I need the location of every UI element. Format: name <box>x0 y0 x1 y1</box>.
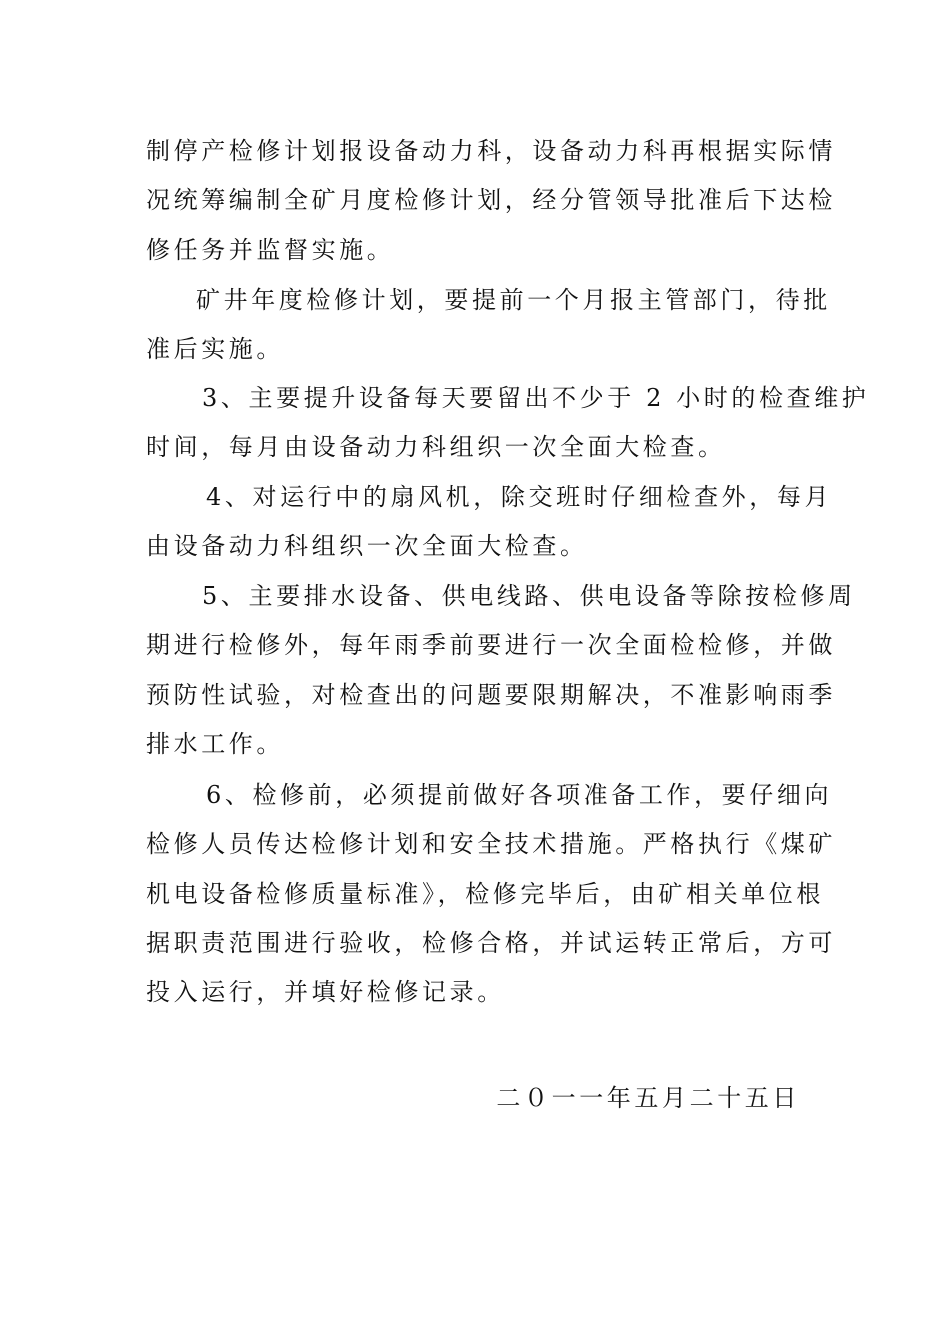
paragraph-5-line-1: 5、主要排水设备、供电线路、供电设备等除按检修周 <box>202 582 856 610</box>
paragraph-6-line-2: 检修人员传达检修计划和安全技术措施。严格执行《煤矿 <box>146 830 836 859</box>
paragraph-5-line-4: 排水工作。 <box>146 729 284 758</box>
paragraph-3 <box>146 374 870 473</box>
paragraph-1-line-3: 修任务并监督实施。 <box>146 235 395 264</box>
paragraph-4 <box>146 473 833 572</box>
paragraph-1-line-1: 制停产检修计划报设备动力科，设备动力科再根据实际情 <box>146 137 836 165</box>
paragraph-3-line-1: 3、主要提升设备每天要留出不少于 2 小时的检查维护 <box>202 384 870 412</box>
paragraph-1 <box>146 127 836 275</box>
paragraph-5 <box>146 572 856 769</box>
paragraph-5-line-2: 期进行检修外，每年雨季前要进行一次全面检检修，并做 <box>146 631 836 660</box>
paragraph-2-line-1: 矿井年度检修计划，要提前一个月报主管部门，待批 <box>196 286 831 314</box>
paragraph-6-line-4: 据职责范围进行验收，检修合格，并试运转正常后，方可 <box>146 928 836 957</box>
paragraph-4-line-1: 4、对运行中的扇风机，除交班时仔细检查外，每月 <box>206 483 833 511</box>
document-date: 二０一一年五月二十五日 <box>496 1084 800 1112</box>
paragraph-6-line-3: 机电设备检修质量标准》，检修完毕后，由矿相关单位根 <box>146 879 824 908</box>
paragraph-1-line-2: 况统筹编制全矿月度检修计划，经分管领导批准后下达检 <box>146 186 836 215</box>
paragraph-2 <box>146 276 831 375</box>
paragraph-6-line-1: 6、检修前，必须提前做好各项准备工作，要仔细向 <box>206 781 833 809</box>
paragraph-6 <box>146 771 836 1017</box>
paragraph-5-line-3: 预防性试验，对检查出的问题要限期解决，不准影响雨季 <box>146 680 836 709</box>
paragraph-4-line-2: 由设备动力科组织一次全面大检查。 <box>146 532 588 561</box>
paragraph-3-line-2: 时间，每月由设备动力科组织一次全面大检查。 <box>146 433 726 462</box>
paragraph-6-line-5: 投入运行，并填好检修记录。 <box>146 978 505 1007</box>
paragraph-2-line-2: 准后实施。 <box>146 335 284 364</box>
